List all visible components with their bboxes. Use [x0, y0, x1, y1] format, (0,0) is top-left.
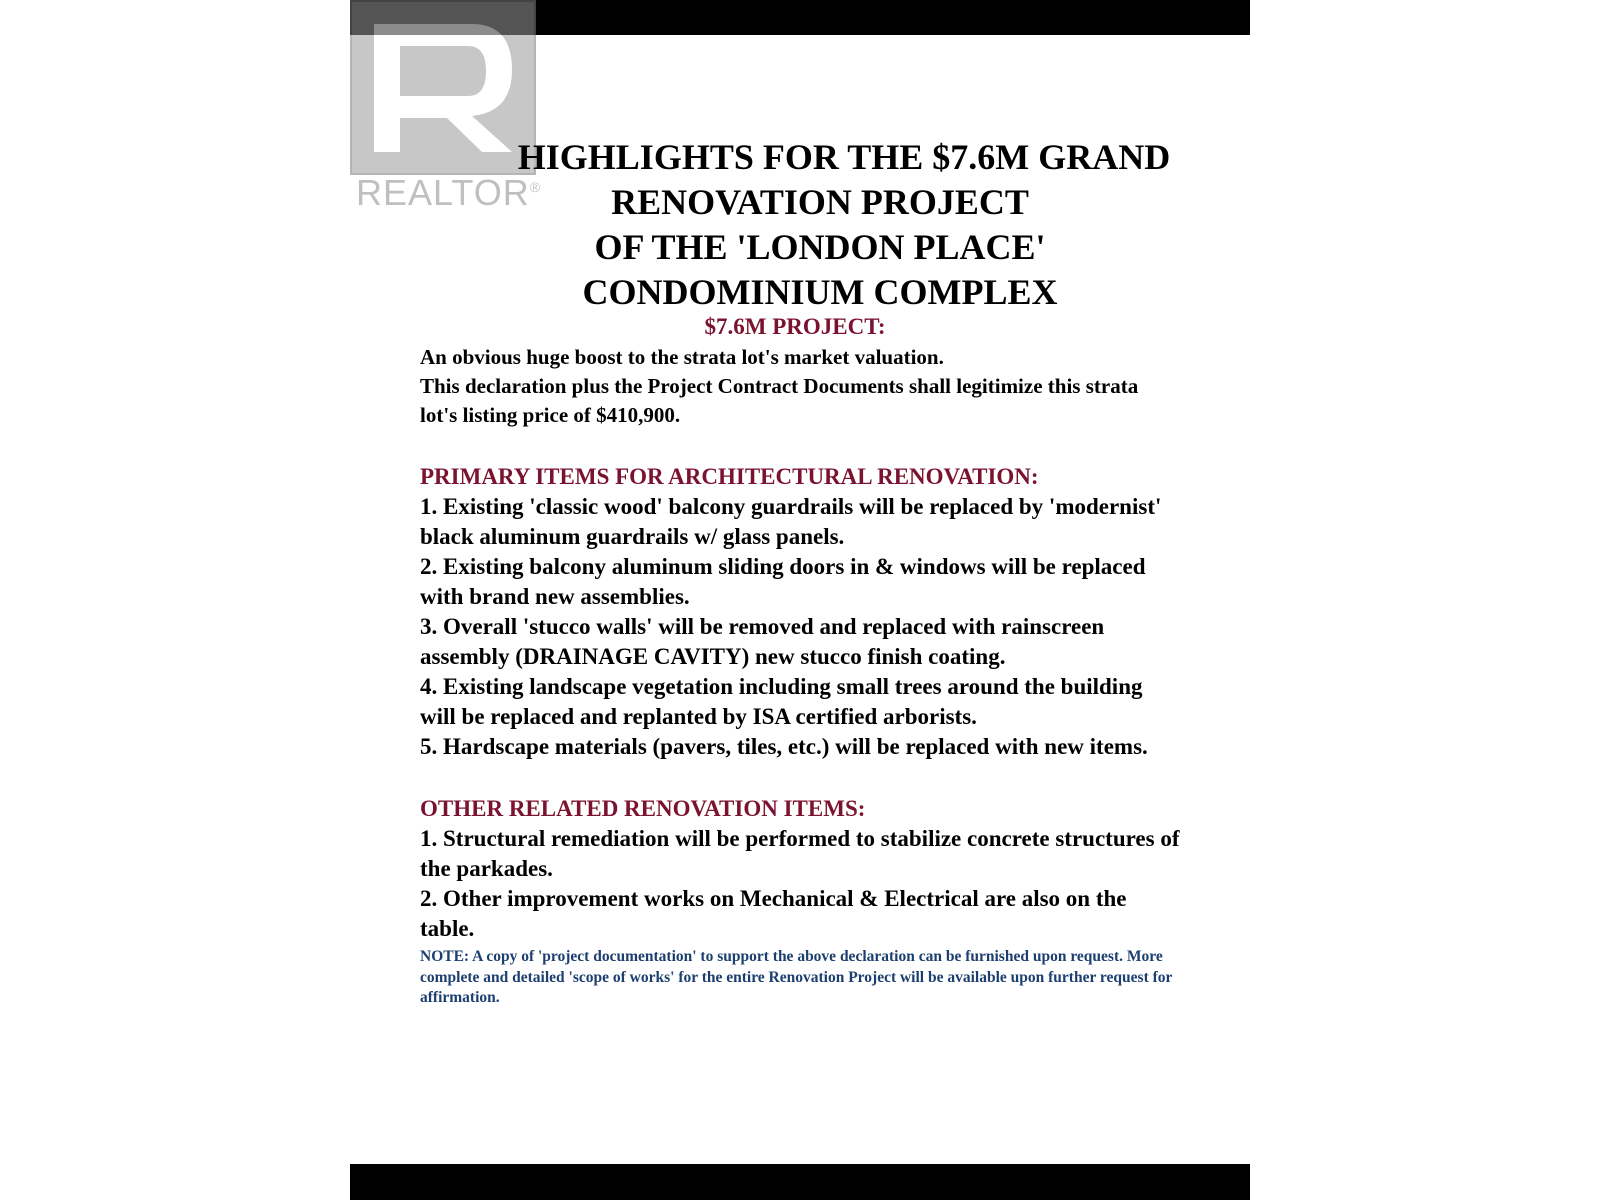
- bottom-black-bar: [350, 1164, 1250, 1200]
- intro-line: An obvious huge boost to the strata lot's market valuation.: [420, 345, 944, 369]
- realtor-wordmark: REALTOR®: [356, 172, 542, 213]
- flyer-page: [350, 0, 1250, 1200]
- title-line: HIGHLIGHTS FOR THE $7.6M GRAND: [517, 137, 1171, 177]
- primary-items-heading: PRIMARY ITEMS FOR ARCHITECTURAL RENOVATION:: [420, 464, 1039, 489]
- primary-items-section: [420, 462, 1180, 762]
- title-line: CONDOMINIUM COMPLEX: [582, 272, 1058, 312]
- list-item: 5. Hardscape materials (pavers, tiles, etc.) will be replaced with new items.: [420, 734, 1148, 759]
- list-item: 3. Overall 'stucco walls' will be removed and replaced with rainscreen assembly (DRAINAGE CAVITY) new stucco finish coating.: [420, 614, 1105, 669]
- note-text: NOTE: A copy of 'project documentation' to support the above declaration can be furnished upon request. More complete and detailed 'scope of works' for the entire Renovation Project will be available upon further request for affirmation.: [420, 948, 1173, 1006]
- flyer-title: [420, 135, 1220, 315]
- list-item: 2. Existing balcony aluminum sliding doors in & windows will be replaced with brand new assemblies.: [420, 554, 1146, 609]
- list-item: 1. Existing 'classic wood' balcony guardrails will be replaced by 'modernist' black aluminum guardrails w/ glass panels.: [420, 494, 1162, 549]
- other-items-heading: OTHER RELATED RENOVATION ITEMS:: [420, 796, 866, 821]
- intro-line: This declaration plus the Project Contract Documents shall legitimize this strata lot's listing price of $410,900.: [420, 374, 1139, 427]
- other-items-section: [420, 794, 1180, 944]
- title-line: OF THE 'LONDON PLACE': [594, 227, 1046, 267]
- list-item: 2. Other improvement works on Mechanical & Electrical are also on the table.: [420, 886, 1127, 941]
- list-item: 1. Structural remediation will be performed to stabilize concrete structures of the parkades.: [420, 826, 1180, 881]
- flyer-content: [420, 343, 1180, 1009]
- title-line: RENOVATION PROJECT: [611, 182, 1029, 222]
- project-subtitle: $7.6M PROJECT:: [704, 314, 886, 339]
- list-item: 4. Existing landscape vegetation including small trees around the building will be replaced and replanted by ISA certified arborists.: [420, 674, 1143, 729]
